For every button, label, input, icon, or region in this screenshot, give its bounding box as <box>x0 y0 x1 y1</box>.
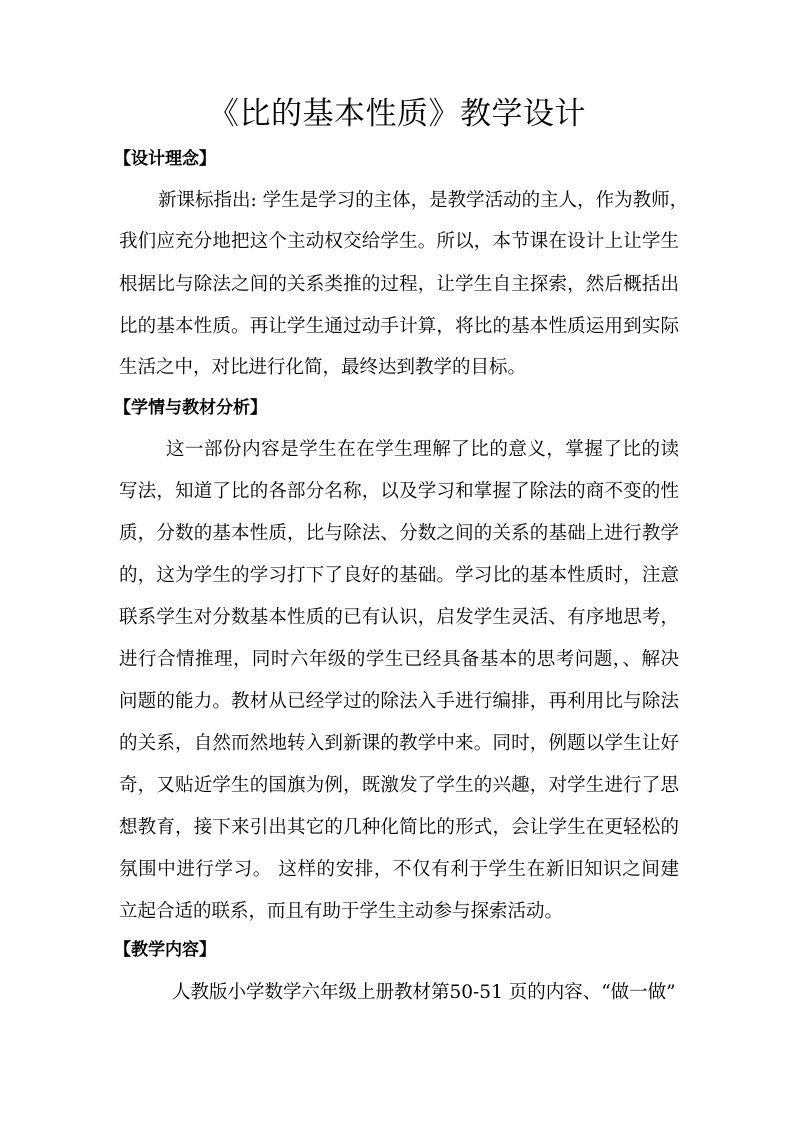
paragraph-line: 人教版小学数学六年级上册教材第50-51 页的内容、“做一做” <box>172 982 676 1003</box>
paragraph-line: 氛围中进行学习。 这样的安排，不仅有利于学生在新旧知识之间建 <box>119 859 679 880</box>
paragraph-line: 这一部份内容是学生在在学生理解了比的意义，掌握了比的读 <box>166 439 679 460</box>
section-heading-teaching-content: 【教学内容】 <box>114 940 216 960</box>
paragraph-line: 想教育，接下来引出其它的几种化简比的形式，会让学生在更轻松的 <box>119 817 679 838</box>
paragraph-line: 根据比与除法之间的关系类推的过程，让学生自主探索，然后概括出 <box>119 274 679 295</box>
paragraph-line: 比的基本性质。再让学生通过动手计算，将比的基本性质运用到实际 <box>119 316 679 337</box>
paragraph-line: 的关系，自然而然地转入到新课的教学中来。同时，例题以学生让好 <box>119 733 679 754</box>
paragraph-line: 立起合适的联系，而且有助于学生主动参与探索活动。 <box>119 901 564 922</box>
section-heading-design-concept: 【设计理念】 <box>114 149 216 169</box>
document-title: 《比的基本性质》教学设计 <box>208 96 586 132</box>
paragraph-line: 新课标指出: 学生是学习的主体，是教学活动的主人，作为教师， <box>158 190 689 211</box>
paragraph-line: 的，这为学生的学习打下了良好的基础。学习比的基本性质时，注意 <box>119 565 679 586</box>
paragraph-line: 生活之中，对比进行化简，最终达到教学的目标。 <box>119 357 527 378</box>
paragraph-line: 质，分数的基本性质，比与除法、分数之间的关系的基础上进行教学 <box>119 523 679 544</box>
paragraph-line: 进行合情推理，同时六年级的学生已经具备基本的思考问题，、解决 <box>119 649 679 670</box>
paragraph-line: 写法，知道了比的各部分名称，以及学习和掌握了除法的商不变的性 <box>119 481 679 502</box>
paragraph-line: 奇，又贴近学生的国旗为例，既激发了学生的兴趣，对学生进行了思 <box>119 775 679 796</box>
paragraph-line: 问题的能力。教材从已经学过的除法入手进行编排，再利用比与除法 <box>119 691 679 712</box>
paragraph-line: 联系学生对分数基本性质的已有认识，启发学生灵活、有序地思考， <box>119 607 679 628</box>
paragraph-line: 我们应充分地把这个主动权交给学生。所以，本节课在设计上让学生 <box>119 231 679 252</box>
section-heading-student-material-analysis: 【学情与教材分析】 <box>114 398 267 418</box>
